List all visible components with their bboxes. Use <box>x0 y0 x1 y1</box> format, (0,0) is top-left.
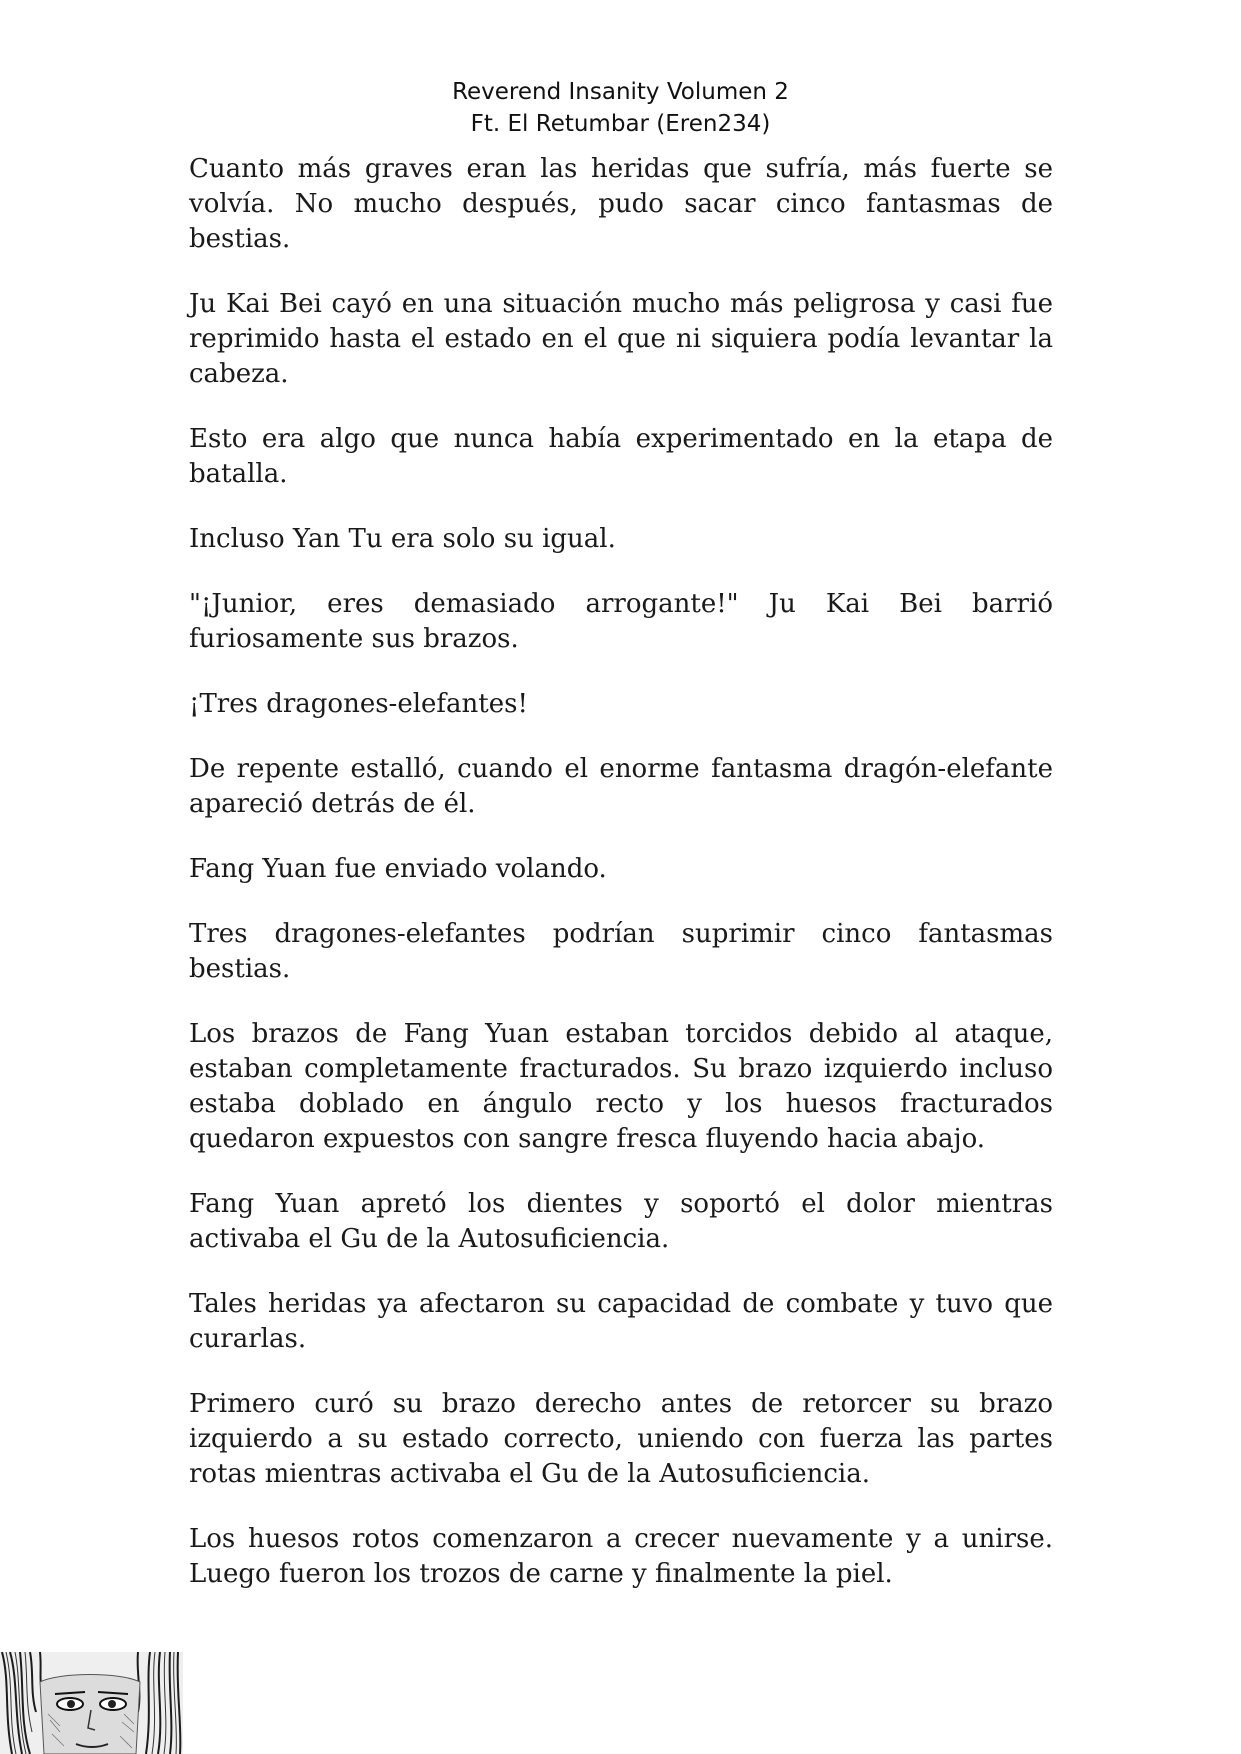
paragraph: Los huesos rotos comenzaron a crecer nuevamente y a unirse. Luego fueron los trozos de carne y finalmente la piel. <box>189 1524 1053 1589</box>
paragraph: Primero curó su brazo derecho antes de retorcer su brazo izquierdo a su estado correcto, uniendo con fuerza las partes rotas mientras activaba el Gu de la Autosuficiencia. <box>189 1389 1053 1489</box>
paragraph: De repente estalló, cuando el enorme fantasma dragón-elefante apareció detrás de él. <box>189 754 1053 819</box>
header-subtitle: Ft. El Retumbar (Eren234) <box>470 111 771 137</box>
paragraph: Cuanto más graves eran las heridas que sufría, más fuerte se volvía. No mucho después, pudo sacar cinco fantasmas de bestias. <box>189 154 1053 254</box>
paragraph: ¡Tres dragones-elefantes! <box>189 689 528 719</box>
paragraph: Fang Yuan fue enviado volando. <box>189 854 607 884</box>
paragraph: Tres dragones-elefantes podrían suprimir cinco fantasmas bestias. <box>189 919 1053 984</box>
document-body <box>189 152 1053 1622</box>
page-header <box>0 76 1241 140</box>
paragraph: Los brazos de Fang Yuan estaban torcidos debido al ataque, estaban completamente fracturados. Su brazo izquierdo incluso estaba doblado en ángulo recto y los huesos fracturados quedaron expuestos con sangre fresca fluyendo hacia abajo. <box>189 1019 1053 1154</box>
paragraph: Incluso Yan Tu era solo su igual. <box>189 524 616 554</box>
paragraph: Esto era algo que nunca había experimentado en la etapa de batalla. <box>189 424 1053 489</box>
paragraph: Tales heridas ya afectaron su capacidad de combate y tuvo que curarlas. <box>189 1289 1053 1354</box>
paragraph: "¡Junior, eres demasiado arrogante!" Ju Kai Bei barrió furiosamente sus brazos. <box>189 589 1053 654</box>
paragraph: Fang Yuan apretó los dientes y soportó el dolor mientras activaba el Gu de la Autosuficiencia. <box>189 1189 1053 1254</box>
header-title: Reverend Insanity Volumen 2 <box>452 79 789 105</box>
paragraph: Ju Kai Bei cayó en una situación mucho más peligrosa y casi fue reprimido hasta el estado en el que ni siquiera podía levantar la cabeza. <box>189 289 1053 389</box>
manga-face-illustration-icon <box>0 1652 183 1754</box>
